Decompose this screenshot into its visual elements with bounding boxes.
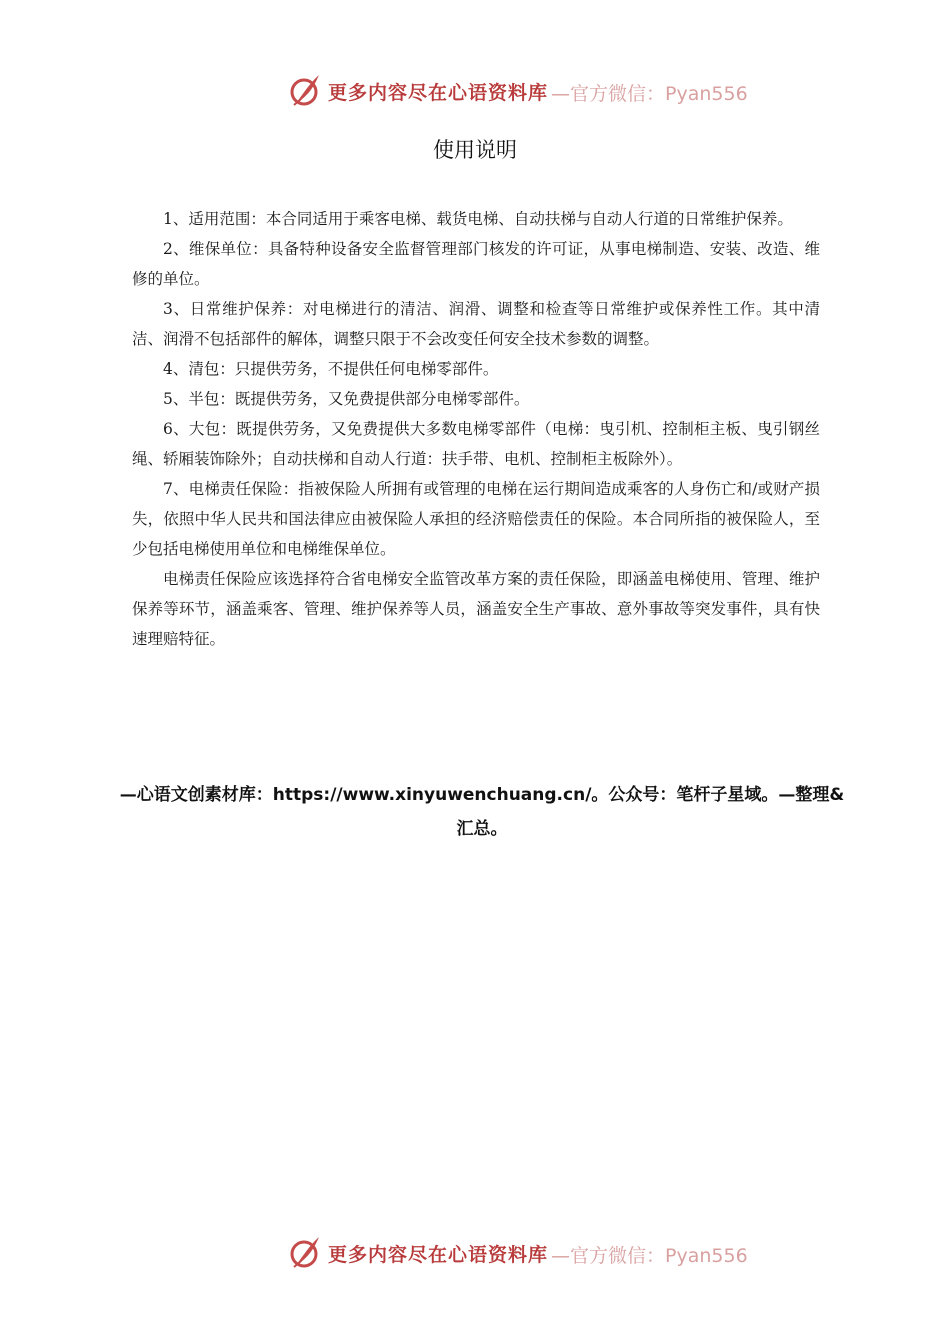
page-title: 使用说明 — [433, 138, 517, 162]
paragraph: 5、半包：既提供劳务，又免费提供部分电梯零部件。 — [163, 390, 530, 408]
banner-brand-text: 更多内容尽在心语资料库 — [328, 82, 549, 104]
quill-logo-icon — [289, 1234, 323, 1270]
banner-wechat-text: —官方微信：Pyan556 — [551, 83, 748, 105]
document-body — [132, 204, 820, 654]
footer-banner — [0, 1232, 950, 1272]
banner-brand-text: 更多内容尽在心语资料库 — [328, 1244, 549, 1266]
header-banner — [0, 70, 950, 110]
paragraph: 2、维保单位：具备特种设备安全监督管理部门核发的许可证，从事电梯制造、安装、改造、维修的单位。 — [132, 240, 820, 288]
paragraph: 6、大包：既提供劳务，又免费提供大多数电梯零部件（电梯：曳引机、控制柜主板、曳引钢丝绳、轿厢装饰除外；自动扶梯和自动人行道：扶手带、电机、控制柜主板除外）。 — [132, 420, 820, 468]
paragraph: 1、适用范围：本合同适用于乘客电梯、载货电梯、自动扶梯与自动人行道的日常维护保养。 — [163, 210, 793, 228]
paragraph: 3、日常维护保养：对电梯进行的清洁、润滑、调整和检查等日常维护或保养性工作。其中清洁、润滑不包括部件的解体，调整只限于不会改变任何安全技术参数的调整。 — [132, 300, 820, 348]
paragraph: 7、电梯责任保险：指被保险人所拥有或管理的电梯在运行期间造成乘客的人身伤亡和/或财产损失，依照中华人民共和国法律应由被保险人承担的经济赔偿责任的保险。本合同所指的被保险人，至少包括电梯使用单位和电梯维保单位。 — [132, 480, 820, 558]
banner-wechat-text: —官方微信：Pyan556 — [551, 1245, 748, 1267]
paragraph: 4、清包：只提供劳务，不提供任何电梯零部件。 — [163, 360, 499, 378]
paragraph: 电梯责任保险应该选择符合省电梯安全监管改革方案的责任保险，即涵盖电梯使用、管理、维护保养等环节，涵盖乘客、管理、维护保养等人员，涵盖安全生产事故、意外事故等突发事件，具有快速理赔特征。 — [132, 570, 820, 648]
quill-logo-icon — [289, 72, 323, 108]
source-footer-note: —心语文创素材库：https://www.xinyuwenchuang.cn/。公众号：笔杆子星域。—整理&汇总。 — [119, 785, 845, 839]
